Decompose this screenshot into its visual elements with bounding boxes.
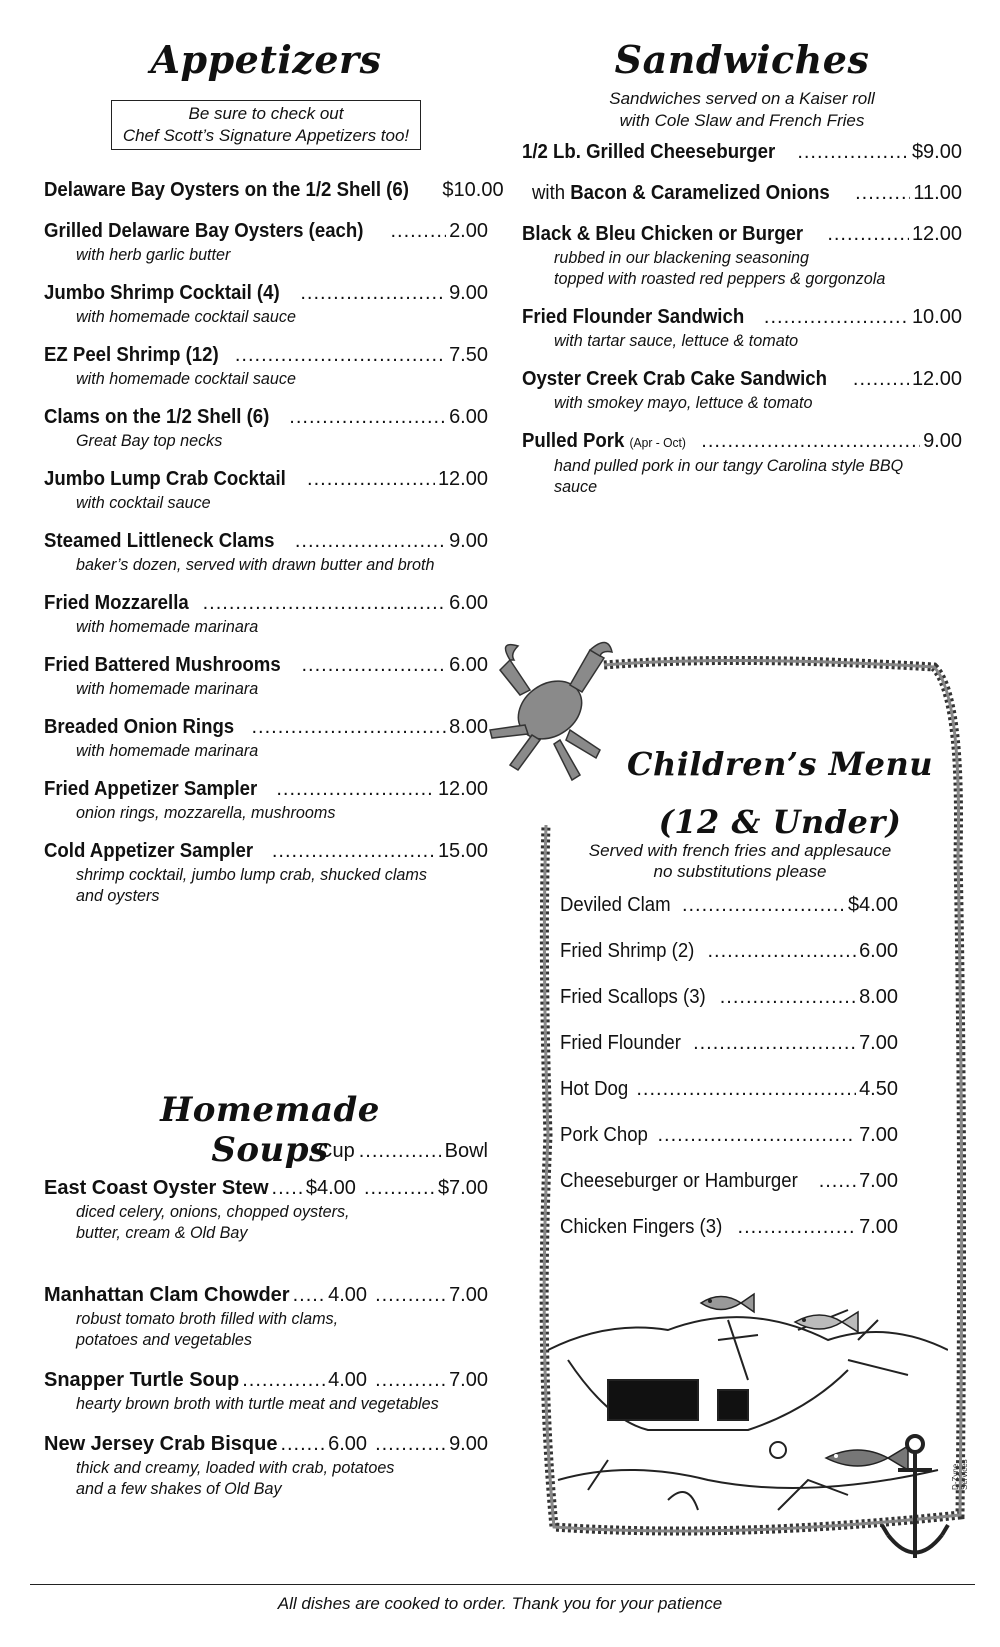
item-price: 6.00: [449, 406, 488, 428]
sandwich-item: [532, 181, 962, 206]
appetizer-item: [44, 281, 488, 327]
kids-title-line: Children’s Menu: [626, 745, 933, 783]
item-name-wrap: [522, 140, 775, 165]
appetizer-item: [44, 839, 488, 906]
item-price: 6.00: [859, 940, 898, 962]
bowl-price: 7.00: [449, 1284, 488, 1306]
item-season: (Apr - Oct): [629, 435, 686, 450]
item-price: 7.00: [859, 1124, 898, 1146]
kids-title-line: (12 & Under): [658, 803, 902, 841]
item-price: 12.00: [911, 223, 962, 245]
item-description: rubbed in our blackening seasoning: [554, 248, 810, 267]
leader-dots: [272, 839, 435, 864]
appetizer-item: [44, 178, 504, 203]
item-price: 7.00: [859, 1170, 898, 1192]
bowl-price: 7.00: [449, 1369, 488, 1391]
item-row: [44, 1176, 488, 1201]
sandwich-list: [522, 140, 962, 497]
item-row: [44, 715, 488, 740]
kids-list: [560, 893, 898, 1261]
item-description: Great Bay top necks: [76, 431, 223, 450]
leader-dots: [720, 985, 856, 1010]
item-description: with homemade marinara: [76, 617, 259, 636]
item-name: Cheeseburger or Hamburger: [560, 1170, 798, 1192]
item-price: 7.00: [859, 1032, 898, 1054]
soup-item: [44, 1283, 488, 1350]
item-name: Pork Chop: [560, 1124, 648, 1146]
leader-dots: [797, 140, 909, 165]
item-description: baker’s dozen, served with drawn butter and broth: [76, 555, 435, 574]
item-name: New Jersey Crab Bisque: [44, 1433, 278, 1455]
soups-heading: Homemade Soups: [160, 1090, 380, 1170]
item-price: 7.50: [449, 344, 488, 366]
item-name: Bacon & Caramelized Onions: [570, 182, 830, 204]
appetizers-section: [44, 30, 504, 906]
leader-dots: [636, 1077, 856, 1102]
sandwiches-section: [522, 30, 962, 497]
item-name: Jumbo Lump Crab Cocktail: [44, 468, 286, 490]
appetizer-item: [44, 653, 488, 699]
item-description: diced celery, onions, chopped oysters,: [76, 1202, 350, 1221]
leader-dots: [364, 1176, 436, 1201]
item-price: $9.00: [911, 141, 962, 163]
item-name: East Coast Oyster Stew: [44, 1177, 269, 1199]
appetizer-item: [44, 777, 488, 823]
leader-dots: [235, 343, 446, 368]
item-row: [522, 140, 962, 165]
item-description: and a few shakes of Old Bay: [76, 1479, 282, 1498]
item-name-wrap: [522, 305, 744, 330]
appetizers-heading: Appetizers: [150, 37, 382, 82]
leader-dots: [295, 529, 446, 554]
footer-note: All dishes are cooked to order. Thank you for your patience: [277, 1594, 723, 1613]
item-description: robust tomato broth filled with clams,: [76, 1309, 339, 1328]
item-price: 9.00: [449, 530, 488, 552]
sandwich-note: [522, 88, 962, 132]
fish-icon: [696, 1288, 756, 1318]
appetizer-item: [44, 591, 488, 637]
sandwich-item: [522, 222, 962, 289]
item-description: onion rings, mozzarella, mushrooms: [76, 803, 336, 822]
item-name: Delaware Bay Oysters on the 1/2 Shell (6): [44, 179, 409, 201]
item-row: [44, 405, 488, 430]
item-name: Jumbo Shrimp Cocktail (4): [44, 282, 280, 304]
leader-dots: [375, 1432, 447, 1457]
item-row: [44, 529, 488, 554]
item-row: [44, 219, 488, 244]
leader-dots: [289, 405, 446, 430]
cup-price: 6.00: [328, 1433, 368, 1455]
item-name: Hot Dog: [560, 1078, 629, 1100]
leader-dots: [738, 1215, 857, 1240]
item-price: $4.00: [847, 894, 898, 916]
item-row: [532, 181, 962, 206]
item-price: 15.00: [437, 840, 488, 862]
leader-dots: [819, 1169, 856, 1194]
leader-dots: [658, 1123, 857, 1148]
item-name: Pulled Pork: [522, 430, 625, 452]
kids-item: [560, 1215, 898, 1240]
item-description: shrimp cocktail, jumbo lump crab, shucked clams: [76, 865, 427, 884]
appetizer-item: [44, 715, 488, 761]
item-price: $10.00: [442, 179, 504, 201]
item-row: [522, 305, 962, 330]
sandwiches-heading: Sandwiches: [614, 37, 870, 82]
leader-dots: [391, 219, 447, 244]
item-name-wrap: [532, 181, 830, 206]
note-line: Be sure to check out: [188, 104, 344, 123]
item-description: with cocktail sauce: [76, 493, 211, 512]
item-name: Fried Battered Mushrooms: [44, 654, 281, 676]
crab-icon: [470, 630, 630, 790]
item-row: [522, 429, 962, 455]
bowl-price: 9.00: [449, 1433, 488, 1455]
item-name: 1/2 Lb. Grilled Cheeseburger: [522, 141, 776, 163]
item-name: Fried Flounder: [560, 1032, 681, 1054]
leader-dots: [272, 1176, 303, 1201]
item-price: 12.00: [437, 468, 488, 490]
cup-label: Cup: [318, 1140, 355, 1162]
item-price: 6.00: [449, 654, 488, 676]
item-price: 12.00: [911, 368, 962, 390]
kids-item: [560, 939, 898, 964]
bowl-price: $7.00: [437, 1177, 488, 1199]
item-price: 4.50: [859, 1078, 898, 1100]
illustrator-credit: D-Zyne Services: [951, 1459, 969, 1490]
item-name: Fried Shrimp (2): [560, 940, 695, 962]
anchor-icon: [880, 1430, 950, 1570]
item-row: [44, 343, 488, 368]
item-row: [44, 281, 488, 306]
leader-dots: [307, 467, 435, 492]
note-line: Chef Scott’s Signature Appetizers too!: [122, 126, 410, 145]
leader-dots: [827, 222, 909, 247]
item-name: Deviled Clam: [560, 894, 671, 916]
soup-item: [44, 1368, 488, 1414]
item-name: Clams on the 1/2 Shell (6): [44, 406, 270, 428]
item-description: and oysters: [76, 886, 160, 905]
cup-bowl-header: [318, 1140, 488, 1163]
leader-dots: [375, 1283, 447, 1308]
item-description: with homemade marinara: [76, 741, 259, 760]
leader-dots: [251, 715, 446, 740]
item-name-wrap: [522, 222, 803, 247]
kids-item: [560, 1031, 898, 1056]
sandwich-item: [522, 140, 962, 165]
item-row: [44, 1283, 488, 1308]
note-line: Sandwiches served on a Kaiser roll: [609, 89, 875, 108]
item-price: 2.00: [449, 220, 488, 242]
leader-dots: [242, 1368, 325, 1393]
cup-price: 4.00: [328, 1369, 368, 1391]
leader-dots: [293, 1283, 326, 1308]
item-row: [44, 467, 488, 492]
item-name: EZ Peel Shrimp (12): [44, 344, 219, 366]
soup-item: [44, 1176, 488, 1243]
item-name: Grilled Delaware Bay Oysters (each): [44, 220, 364, 242]
appetizer-item: [44, 405, 488, 451]
item-name: Fried Scallops (3): [560, 986, 706, 1008]
item-price: 8.00: [449, 716, 488, 738]
kids-heading: [620, 735, 940, 851]
item-name-wrap: [522, 429, 686, 455]
sandwich-item: [522, 305, 962, 351]
leader-dots: [359, 1140, 441, 1163]
item-price: 8.00: [859, 986, 898, 1008]
leader-dots: [276, 777, 435, 802]
leader-dots: [280, 1432, 325, 1457]
item-description: hand pulled pork in our tangy Carolina style BBQ sauce: [554, 456, 904, 496]
item-price: 7.00: [859, 1216, 898, 1238]
kids-item: [560, 1077, 898, 1102]
item-name: Breaded Onion Rings: [44, 716, 235, 738]
footer-divider: [30, 1584, 975, 1585]
leader-dots: [764, 305, 909, 330]
item-description: potatoes and vegetables: [76, 1330, 253, 1349]
appetizer-item: [44, 529, 488, 575]
leader-dots: [701, 429, 920, 454]
fish-icon: [790, 1306, 860, 1338]
soup-item: [44, 1432, 488, 1499]
item-row: [44, 178, 504, 203]
leader-dots: [301, 653, 446, 678]
note-line: with Cole Slaw and French Fries: [619, 111, 865, 130]
leader-dots: [693, 1031, 856, 1056]
item-name: Snapper Turtle Soup: [44, 1369, 240, 1391]
item-row: [44, 1432, 488, 1457]
item-name: Fried Flounder Sandwich: [522, 306, 745, 328]
kids-item: [560, 985, 898, 1010]
item-name: Fried Appetizer Sampler: [44, 778, 258, 800]
item-name: Fried Mozzarella: [44, 592, 189, 614]
leader-dots: [855, 181, 910, 206]
sandwich-item: [522, 367, 962, 413]
leader-dots: [300, 281, 446, 306]
appetizer-item: [44, 467, 488, 513]
item-name: Oyster Creek Crab Cake Sandwich: [522, 368, 827, 390]
leader-dots: [682, 893, 845, 918]
item-row: [44, 591, 488, 616]
item-description: with homemade cocktail sauce: [76, 369, 296, 388]
item-prefix: with: [532, 182, 571, 204]
kids-item: [560, 893, 898, 918]
item-row: [522, 222, 962, 247]
cup-price: 4.00: [328, 1284, 368, 1306]
item-name-wrap: [522, 367, 827, 392]
leader-dots: [203, 591, 446, 616]
item-price: 10.00: [911, 306, 962, 328]
signature-note-box: [111, 100, 421, 150]
item-name: Chicken Fingers (3): [560, 1216, 723, 1238]
kids-item: [560, 1169, 898, 1194]
item-description: with smokey mayo, lettuce & tomato: [554, 393, 813, 412]
appetizer-item: [44, 219, 488, 265]
note-line: no substitutions please: [653, 862, 827, 881]
appetizer-item: [44, 343, 488, 389]
sandwich-item: [522, 429, 962, 497]
soup-list: [44, 1176, 488, 1499]
item-description: with homemade cocktail sauce: [76, 307, 296, 326]
note-line: Served with french fries and applesauce: [588, 841, 892, 860]
item-name: Manhattan Clam Chowder: [44, 1284, 290, 1306]
item-description: with homemade marinara: [76, 679, 259, 698]
item-row: [522, 367, 962, 392]
leader-dots: [707, 939, 856, 964]
item-description: with tartar sauce, lettuce & tomato: [554, 331, 799, 350]
appetizer-list: [44, 178, 504, 906]
item-description: topped with roasted red peppers & gorgonzola: [554, 269, 886, 288]
item-price: 12.00: [437, 778, 488, 800]
item-description: hearty brown broth with turtle meat and vegetables: [76, 1394, 439, 1413]
item-row: [44, 653, 488, 678]
item-price: 6.00: [449, 592, 488, 614]
item-description: butter, cream & Old Bay: [76, 1223, 248, 1242]
kids-note: [560, 840, 920, 882]
cup-price: $4.00: [305, 1177, 356, 1199]
item-row: [44, 1368, 488, 1393]
item-description: thick and creamy, loaded with crab, potatoes: [76, 1458, 395, 1477]
item-price: 9.00: [449, 282, 488, 304]
item-price: 11.00: [913, 182, 962, 204]
item-row: [44, 777, 488, 802]
item-price: 9.00: [923, 430, 962, 452]
item-name: Black & Bleu Chicken or Burger: [522, 223, 804, 245]
bowl-label: Bowl: [444, 1140, 488, 1162]
item-row: [44, 839, 488, 864]
item-description: with herb garlic butter: [76, 245, 231, 264]
kids-item: [560, 1123, 898, 1148]
item-name: Cold Appetizer Sampler: [44, 840, 254, 862]
leader-dots: [375, 1368, 447, 1393]
leader-dots: [853, 367, 909, 392]
item-name: Steamed Littleneck Clams: [44, 530, 275, 552]
